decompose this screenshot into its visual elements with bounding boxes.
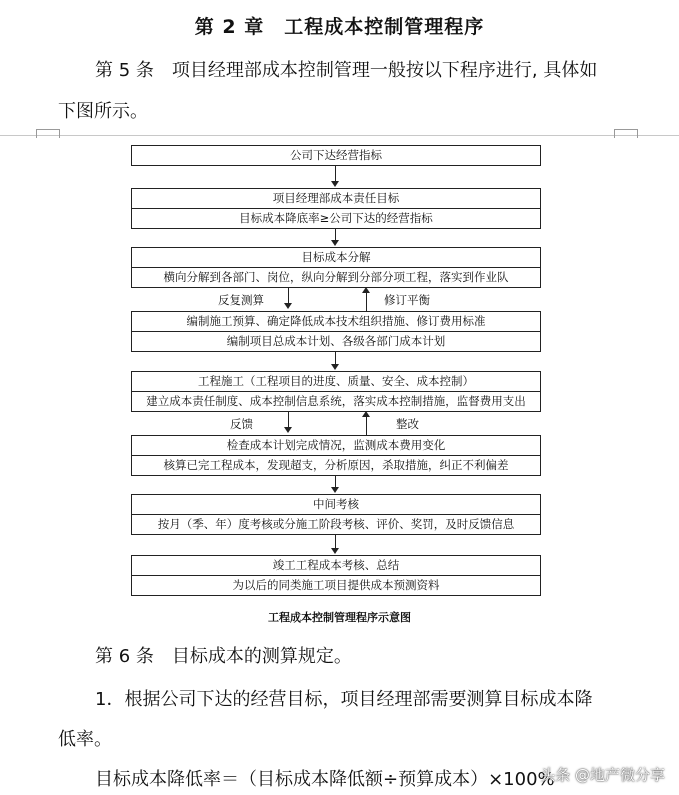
flow-box-row: 项目经理部成本责任目标 <box>272 191 400 205</box>
connector-line <box>335 351 336 365</box>
page-break-line <box>0 135 679 136</box>
flow-box-construction <box>131 371 541 412</box>
arrow-down-icon <box>331 487 339 493</box>
label-feedback: 反馈 <box>230 417 253 431</box>
flow-box-target-decomposition <box>131 247 541 288</box>
arrow-down-icon <box>284 303 292 309</box>
arrow-down-icon <box>331 364 339 370</box>
flow-box-row: 为以后的同类施工项目提供成本预测资料 <box>132 575 540 595</box>
flow-box-row: 公司下达经营指标 <box>290 148 382 162</box>
flow-box-row: 建立成本责任制度、成本控制信息系统，落实成本控制措施，监督费用支出 <box>132 391 540 411</box>
flow-box-budget-planning <box>131 311 541 352</box>
flow-box-row: 编制施工预算、确定降低成本技术组织措施、修订费用标准 <box>186 314 486 328</box>
connector-line <box>366 416 367 435</box>
article5-line1: 第 5 条 项目经理部成本控制管理一般按以下程序进行, 具体如 <box>95 60 598 81</box>
page-corner-mark-right <box>614 129 638 138</box>
flow-box-row: 横向分解到各部门、岗位，纵向分解到分部分项工程，落实到作业队 <box>132 267 540 287</box>
article6-item1-line2: 低率。 <box>58 729 112 750</box>
flow-box-row: 目标成本分解 <box>301 250 371 264</box>
flow-box-completion <box>131 555 541 596</box>
connector-line <box>366 292 367 311</box>
connector-line <box>288 287 289 304</box>
arrow-down-icon <box>331 240 339 246</box>
label-revise-balance: 修订平衡 <box>384 293 430 307</box>
article6-formula: 目标成本降低率＝（目标成本降低额÷预算成本）×100% <box>95 769 555 790</box>
flow-box-company-target <box>131 145 541 166</box>
article6-item1-line1: 1．根据公司下达的经营目标，项目经理部需要测算目标成本降 <box>95 689 593 710</box>
flow-box-row: 竣工工程成本考核、总结 <box>272 558 400 572</box>
flow-box-row: 核算已完工程成本，发现超支，分析原因，杀取措施，纠正不利偏差 <box>132 455 540 475</box>
flowchart-caption: 工程成本控制管理程序示意图 <box>268 611 411 624</box>
article5-line2: 下图所示。 <box>58 101 148 122</box>
flow-box-responsibility-target <box>131 188 541 229</box>
connector-line <box>288 411 289 428</box>
flow-box-row: 工程施工（工程项目的进度、质量、安全、成本控制） <box>198 374 474 388</box>
flow-box-row: 中间考核 <box>313 497 359 511</box>
flow-box-row: 检查成本计划完成情况，监测成本费用变化 <box>226 438 446 452</box>
label-rectify: 整改 <box>396 417 419 431</box>
label-feedback-calc: 反复测算 <box>218 293 264 307</box>
flow-box-inspection <box>131 435 541 476</box>
flow-box-row: 目标成本降底率≥公司下达的经营指标 <box>132 208 540 228</box>
connector-line <box>335 166 336 182</box>
chapter-title: 第 2 章 工程成本控制管理程序 <box>194 16 485 38</box>
arrow-down-icon <box>284 427 292 433</box>
flow-box-mid-assessment <box>131 494 541 535</box>
flow-box-row: 按月（季、年）度考核或分施工阶段考核、评价、奖罚，及时反馈信息 <box>132 514 540 534</box>
flow-box-row: 编制项目总成本计划、各级各部门成本计划 <box>132 331 540 351</box>
connector-line <box>335 534 336 549</box>
watermark-text: 头条 @地产微分享 <box>540 766 665 784</box>
arrow-down-icon <box>331 181 339 187</box>
page-corner-mark-left <box>36 129 60 138</box>
article6-title: 第 6 条 目标成本的测算规定。 <box>95 646 352 667</box>
arrow-down-icon <box>331 548 339 554</box>
